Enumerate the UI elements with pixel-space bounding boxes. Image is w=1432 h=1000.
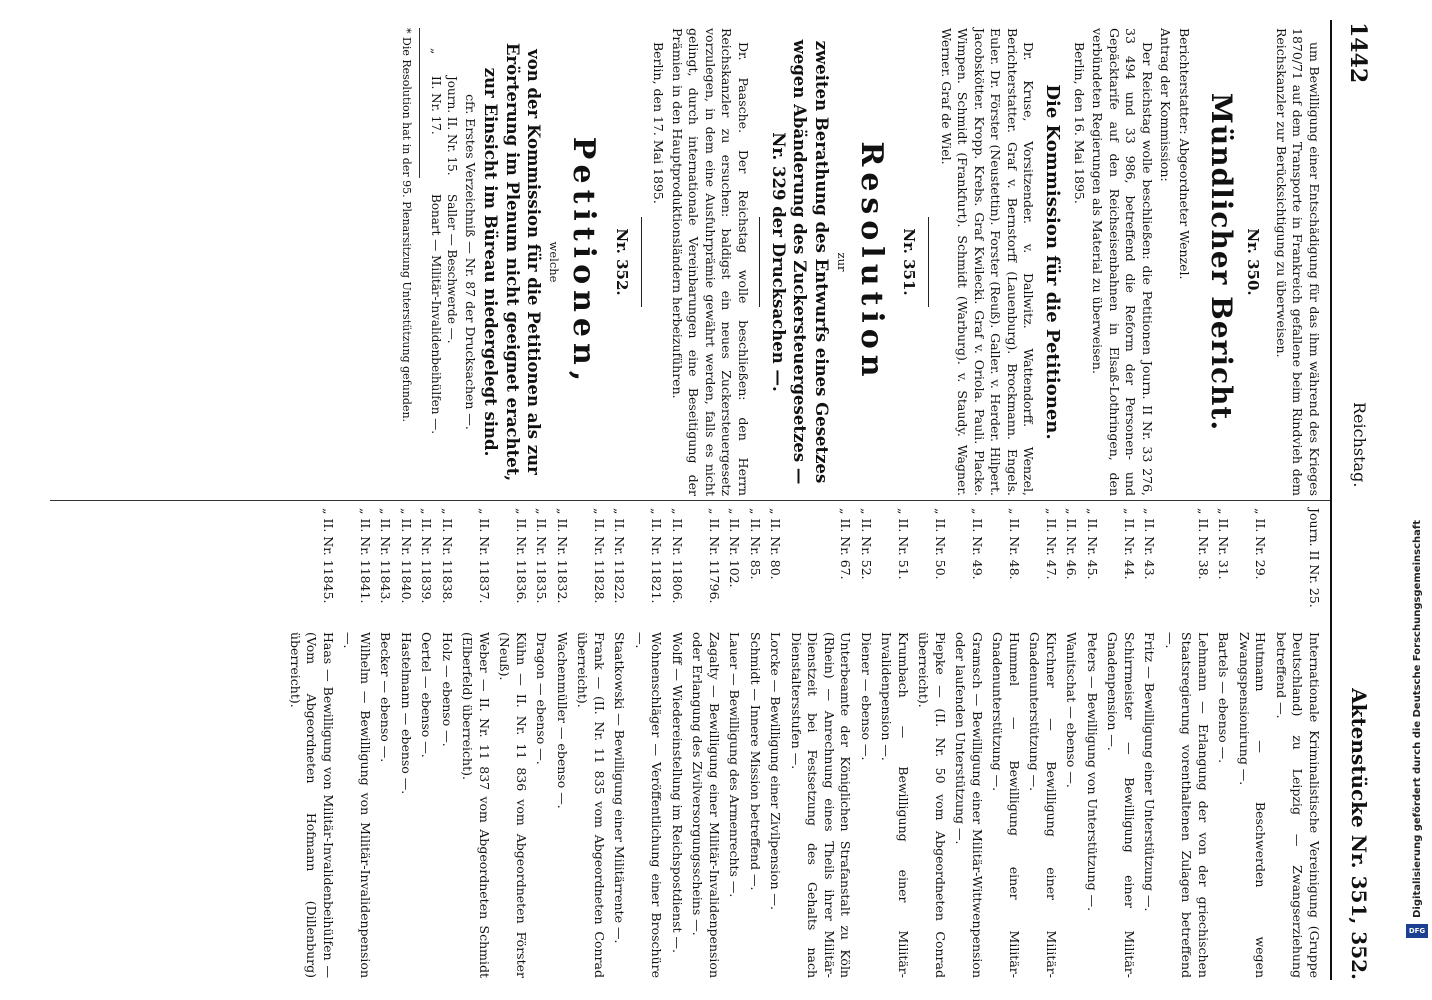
- petition-text: Piepke — (II. Nr. 50 vom Abgeordneten Conrad überreicht).: [916, 632, 948, 978]
- heading-351: zweiten Berathung des Entwurfs eines Gesetzes wegen Abänderung des Zuckersteuergesetzes — Nr. 329 der Drucksachen —.: [769, 39, 831, 485]
- title-351: Resolution: [853, 141, 889, 383]
- journal-number: „ II. Nr. 11806.: [670, 508, 685, 604]
- petition-entry: [1104, 508, 1137, 978]
- petition-text: Bonart — Militär-Invalidenbeihülfen —.: [429, 194, 444, 435]
- nr-352: Nr. 352.: [612, 228, 631, 296]
- nr-350: Nr. 350.: [1244, 228, 1263, 296]
- petition-entry: [574, 508, 607, 978]
- header-right: Aktenstücke Nr. 351, 352.: [1347, 688, 1371, 980]
- petition-rows: [428, 28, 460, 496]
- petition-entry: [287, 508, 337, 978]
- rapporteur: Berichterstatter: Abgeordneter Wenzel.: [1176, 28, 1192, 280]
- petition-text: Dragon — ebenso —.: [534, 632, 550, 765]
- petition-text: Wohnenschläger — Veröffentlichung einer Broschüre —.: [633, 632, 665, 978]
- petition-entry: [669, 508, 686, 978]
- petition-entry: [1084, 508, 1101, 978]
- petition-entry: [1273, 508, 1323, 978]
- petition-entry: [632, 508, 665, 978]
- petition-text: Kühn — II. Nr. 11 836 vom Abgeordneten Förster (Neuß).: [497, 632, 529, 978]
- journal-number: „ II. Nr. 31.: [1216, 508, 1232, 580]
- journal-number: „ II. Nr. 11843.: [378, 508, 394, 604]
- journal-number: „ II. Nr. 11845.: [321, 508, 336, 604]
- divider: [759, 217, 760, 307]
- title-350: Mündlicher Bericht.: [1204, 92, 1238, 432]
- petition-text: Krumbach — Bewilligung einer Militär-Invalidenpension —.: [879, 632, 911, 978]
- petition-entry: [952, 508, 985, 978]
- journal-number: „ II. Nr. 11828.: [592, 508, 607, 604]
- petition-entry: [915, 508, 948, 978]
- petition-entry: [1215, 508, 1232, 978]
- nr-351: Nr. 351.: [900, 228, 919, 296]
- petition-entry: [554, 508, 571, 978]
- petition-entry: [377, 508, 394, 978]
- zur: zur: [835, 252, 850, 272]
- antrag: Antrag der Kommission:: [1158, 28, 1174, 182]
- journal-number: „ II. Nr. 52.: [859, 508, 874, 580]
- petition-text: Lehmann — Erlangung der von der griechischen Staatsregierung vorenthaltenen Zulagen betreffend —.: [1163, 632, 1211, 978]
- petition-text: Lauer — Bewilligung des Armenrechts —.: [727, 632, 743, 898]
- welche: welche: [547, 241, 562, 283]
- petition-entry: [1236, 508, 1269, 978]
- journal-number: „ II. Nr. 11832.: [555, 508, 570, 604]
- commission-title: Die Kommission für die Petitionen.: [1042, 84, 1064, 440]
- petition-text: Kirchner — Bewilligung einer Militär-Gnadenunterstützung —.: [1027, 632, 1059, 978]
- dfg-logo: DFG: [1406, 924, 1428, 938]
- journal-number: „ II. Nr. 46.: [1064, 508, 1080, 580]
- journal-number: „ II. Nr. 11841.: [358, 508, 373, 604]
- petition-entry: [767, 508, 784, 978]
- petition-text: Internationale Kriminalistische Vereinigung (Gruppe Deutschland) zu Leipzig — Zwangserziehung betreffend —.: [1274, 632, 1322, 978]
- petition-text: Wanitschat — ebenso —.: [1064, 632, 1080, 788]
- petition-text: Hastelmann — ebenso —.: [399, 632, 414, 795]
- journal-number: „ II. Nr. 80.: [768, 508, 784, 580]
- petition-entry: [1026, 508, 1059, 978]
- petition-text: Wachenmüller — ebenso —.: [555, 632, 570, 809]
- petition-entry: [496, 508, 529, 978]
- journal-number: „ II. Nr. 50.: [933, 508, 948, 580]
- journal-number: „ II. Nr. 67.: [838, 508, 854, 580]
- page-number: 1442: [1345, 22, 1371, 84]
- petition-text: Holz — ebenso —.: [440, 632, 455, 747]
- motion-text: Dr. Paasche. Der Reichstag wolle beschließen: den Herrn Reichskanzler zu ersuchen: baldigst ein neues Zuckersteuergesetz vorzulegen, in dem eine Ausfuhrprämie gewährt werden, falls es nicht gelingt, durch internationale Vereinbarungen eine Beseitigung der Prämien in den Hauptproduktionsländern herbeizuführen.: [669, 28, 751, 496]
- petition-text: Saller — Beschwerde —.: [445, 194, 460, 344]
- footer-text: Digitalisierung gefördert durch die Deutsche Forschungsgemeinschaft: [1411, 520, 1423, 918]
- petition-entry: [747, 508, 764, 978]
- petition-text: Schmidt — Innere Mission betreffend —.: [748, 632, 763, 891]
- petition-text: Bartels — ebenso —.: [1216, 632, 1232, 764]
- petition-row: [443, 48, 459, 496]
- journal-number: „ II. Nr. 45.: [1085, 508, 1100, 580]
- left-column: [387, 28, 1322, 496]
- petition-entry: [1162, 508, 1212, 978]
- petition-entry: [726, 508, 743, 978]
- journal-number: „ II. Nr. 85.: [748, 508, 763, 580]
- column-separator: [50, 500, 1330, 501]
- petition-text: Frank — (II. Nr. 11 835 vom Abgeordneten Conrad überreicht).: [575, 632, 607, 978]
- footnote: * Die Resolution hat in der 95. Plenarsitzung Unterstützung gefunden.: [399, 28, 413, 423]
- journal-number: „ II. Nr. 11839.: [419, 508, 435, 604]
- journal-number: „ II. Nr. 44.: [1122, 508, 1137, 580]
- petition-text: Hummel — Bewilligung einer Militär-Gnadenunterstützung —.: [990, 632, 1022, 978]
- journal-number: Journ. II Nr. 25.: [1307, 508, 1322, 608]
- ditto-mark: [443, 48, 459, 68]
- commission-members: Dr. Kruse, Vorsitzender. v. Dallwitz. Wattendorff. Wenzel, Berichterstatter. Graf v. Bernstorff (Lauenburg). Brockmann. Engels. Euler. Dr. Förster (Neustettin). Forster (Reuß). Galler. v. Herder. Hilpert. Jacobskötter. Kropp. Krebs. Graf Kwilecki. Graf v. Oriola. Pauli. Placke. Wimpen. Schmidt (Frankfurt). Schmidt (Warburg). v. Staudy. Wagner. Werner. Graf de Wiel.: [939, 28, 1037, 496]
- journal-number: „ II. Nr. 51.: [896, 508, 911, 580]
- header-center: Reichstag.: [1350, 402, 1369, 488]
- journal-number: „ II. Nr. 11836.: [514, 508, 529, 604]
- petition-entry: [398, 508, 415, 978]
- journal-number: „ II. Nr. 38.: [1196, 508, 1211, 580]
- page-header: [1336, 22, 1378, 980]
- petition-text: Unterbeamte der Königlichen Strafanstalt zu Köln (Rhein) — Anrechnung eines Theils ihrer Militär-Dienstzeit bei Festsetzung des Gehalts nach Dienstaltersstufen —.: [789, 632, 854, 978]
- journal-number: „ II. Nr. 43.: [1142, 508, 1158, 580]
- journal-number: „ II. Nr. 11822.: [612, 508, 628, 604]
- petition-entry: [689, 508, 722, 978]
- text-350: Der Reichstag wolle beschließen: die Petitionen Journ. II Nr. 33 276, 33 494 und 33 986, betreffend die Reform der Personen- und Gepäcktarife auf den Reichseisenbahnen in Elsaß-Lothringen, den verbündeten Regierungen als Material zu überweisen.: [1090, 28, 1155, 496]
- scan-footer: [1404, 520, 1430, 1000]
- footnote-rule: [415, 28, 420, 178]
- petition-text: Lorcke — Bewilligung einer Zivilpension —.: [768, 632, 784, 910]
- petition-text: Hutmann — Beschwerden wegen Zwangspensionirung —.: [1237, 632, 1269, 978]
- journal-number: „ II. Nr. 29.: [1253, 508, 1269, 580]
- petition-text: Haas — Bewilligung von Militär-Invalidenbeihülfen — (Vom Abgeordneten Hofmann (Dillenburg) überreicht).: [288, 632, 336, 978]
- header-rule: [1330, 20, 1332, 980]
- heading-352: von der Kommission für die Petitionen als zur Erörterung im Plenum nicht geeignet erachtet, zur Einsicht im Büreau niedergelegt sind.: [481, 42, 544, 482]
- petition-text: Wilhelm — Bewilligung von Militär-Invalidenpension —.: [341, 632, 373, 978]
- petition-text: Schirrmeister — Bewilligung einer Militär-Gnadenpension —.: [1105, 632, 1137, 978]
- petition-entry: [459, 508, 492, 978]
- petition-entry: [340, 508, 373, 978]
- petition-entry: [989, 508, 1022, 978]
- ditto-mark: „: [429, 48, 444, 55]
- petition-text: Oertel — ebenso —.: [419, 632, 435, 758]
- petition-text: Fritz — Bewilligung einer Unterstützung —.: [1142, 632, 1158, 912]
- petition-entry: [858, 508, 875, 978]
- petition-text: Becker — ebenso —.: [378, 632, 394, 763]
- petition-text: Weber — II. Nr. 11 837 vom Abgeordneten Schmidt (Elberfeld) überreicht).: [460, 632, 492, 978]
- date-350: Berlin, den 16. Mai 1895.: [1071, 42, 1087, 204]
- petition-entry: [533, 508, 550, 978]
- journal-number: „ II. Nr. 48.: [1007, 508, 1022, 580]
- petition-list: [287, 508, 1323, 978]
- petition-row: [428, 48, 444, 496]
- petition-entry: [788, 508, 854, 978]
- petition-entry: [439, 508, 456, 978]
- date-351: Berlin, den 17. Mai 1895.: [651, 42, 667, 204]
- petition-entry: [1063, 508, 1080, 978]
- right-column: [283, 508, 1323, 978]
- journal-number: „ II. Nr. 11796.: [707, 508, 722, 604]
- journal-number: „ II. Nr. 11821.: [649, 508, 665, 604]
- petition-text: Wolff — Wiedereinstellung im Reichspostdienst —.: [670, 632, 685, 953]
- petition-entry: [1141, 508, 1158, 978]
- petition-text: Diener — ebenso —.: [859, 632, 874, 761]
- petition-entry: [418, 508, 435, 978]
- petition-text: Zagalty — Bewilligung einer Militär-Invalidenpension oder Erlangung des Zivilversorgungsscheins —.: [690, 632, 722, 978]
- petition-entry: [878, 508, 911, 978]
- journal-number: „ II. Nr. 47.: [1044, 508, 1059, 580]
- petition-entry: [611, 508, 628, 978]
- journal-number: „ II. Nr. 49.: [970, 508, 985, 580]
- title-352: Petitionen,: [565, 136, 601, 388]
- journal-number: „ II. Nr. 102.: [727, 508, 743, 588]
- intro-paragraph: um Bewilligung einer Entschädigung für das ihm während des Krieges 1870/71 auf dem Transporte in Frankreich gefallene beim Rindvieh dem Reichskanzler zur Berücksichtigung zu überweisen.: [1274, 28, 1322, 496]
- petition-text: Gramsch — Bewilligung einer Militär-Wittwenpension oder laufenden Unterstützung —.: [953, 632, 985, 978]
- petition-text: Staatkowski — Bewilligung einer Militärrente —.: [612, 632, 628, 944]
- journal-number: „ II. Nr. 11840.: [399, 508, 414, 604]
- petition-text: Peters — Bewilligung von Unterstützung —.: [1085, 632, 1100, 912]
- divider: [641, 217, 642, 307]
- journal-number: „ II. Nr. 11835.: [534, 508, 550, 604]
- divider: [929, 217, 930, 307]
- journal-number: „ II. Nr. 11838.: [440, 508, 455, 604]
- reference: cfr. Erstes Verzeichniß — Nr. 87 der Drucksachen —.: [462, 94, 478, 430]
- journal-number: II. Nr. 17.: [429, 76, 444, 135]
- journal-number: Journ. II. Nr. 15.: [445, 76, 460, 176]
- journal-number: „ II. Nr. 11837.: [477, 508, 492, 604]
